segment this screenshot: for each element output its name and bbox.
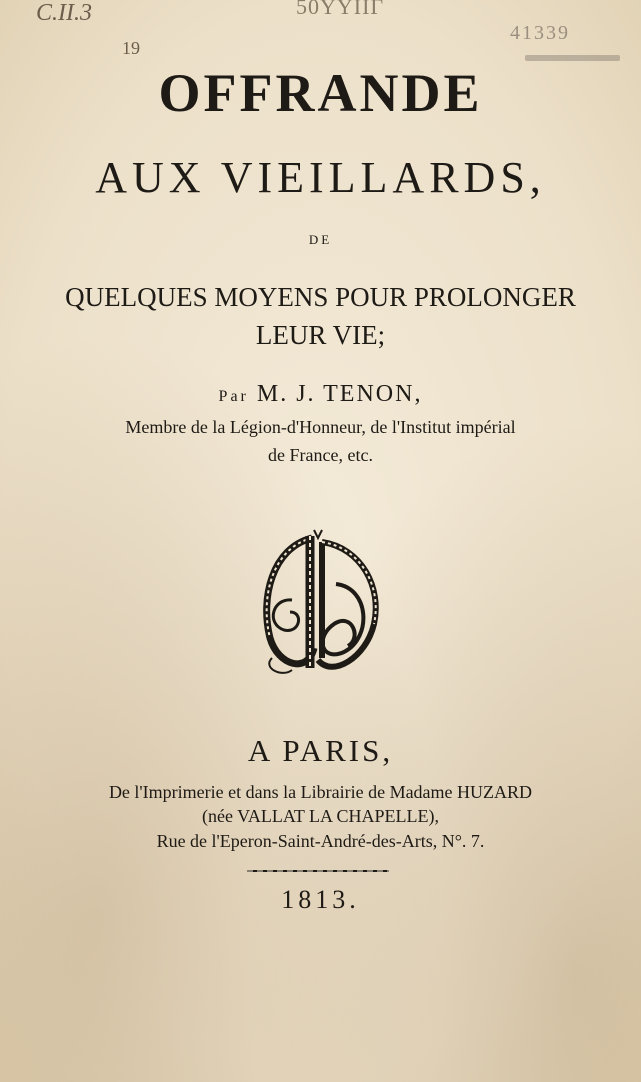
- stamp-underline: [525, 55, 620, 61]
- author-affiliation-2: de France, etc.: [268, 445, 373, 465]
- title-aux-vieillards: AUX VIEILLARDS,: [95, 153, 546, 202]
- subtitle-quelques-moyens: QUELQUES MOYENS POUR PROLONGER: [65, 282, 576, 312]
- title-de: DE: [308, 232, 333, 247]
- library-stamp: 41339: [510, 22, 570, 44]
- printer-monogram-icon: [252, 528, 386, 682]
- author-name: M. J. TENON,: [256, 381, 423, 407]
- imprint-printer-maiden-name: (née VALLAT LA CHAPELLE),: [202, 806, 439, 826]
- library-shelfmark-number: 19: [122, 38, 140, 58]
- imprint-address: Rue de l'Eperon-Saint-André-des-Arts, N°. 7.: [156, 831, 485, 851]
- imprint-printer: De l'Imprimerie et dans la Librairie de Madame HUZARD: [108, 782, 533, 802]
- imprint-year: 1813.: [281, 885, 360, 914]
- library-shelfmark: C.II.3: [36, 0, 92, 26]
- subtitle-leur-vie: LEUR VIE;: [255, 320, 386, 350]
- decorative-rule: [247, 869, 389, 873]
- title-offrande: OFFRANDE: [158, 63, 483, 123]
- author-par: Par: [218, 388, 249, 405]
- author-affiliation-1: Membre de la Légion-d'Honneur, de l'Institut impérial: [125, 417, 516, 437]
- imprint-city: A PARIS,: [247, 733, 394, 768]
- catalogue-number: 50ΥΥΙΙΓ: [296, 0, 385, 19]
- author-line: [0, 381, 641, 408]
